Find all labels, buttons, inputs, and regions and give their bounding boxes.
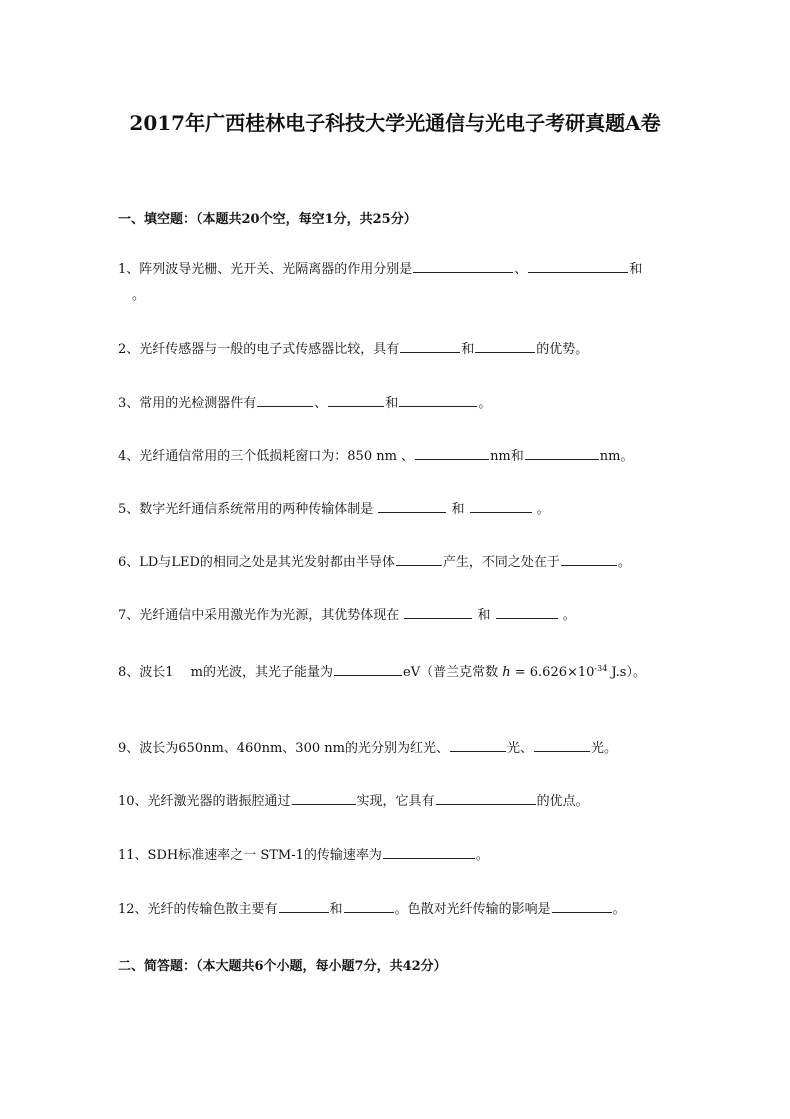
answer-blank[interactable] — [396, 551, 442, 566]
answer-blank[interactable] — [561, 551, 617, 566]
question-6: 6、LD与LED的相同之处是其光发射都由半导体 产生，不同之处在于 。 — [118, 550, 678, 576]
answer-blank[interactable] — [344, 898, 394, 913]
answer-blank[interactable] — [475, 338, 535, 353]
answer-blank[interactable] — [328, 392, 384, 407]
question-2: 2、光纤传感器与一般的电子式传感器比较，具有 和 的优势。 — [118, 337, 678, 363]
answer-blank[interactable] — [404, 604, 472, 619]
question-9: 9、波长为650nm、460nm、300 nm的光分别为红光、 光、 光。 — [118, 736, 678, 762]
answer-blank[interactable] — [383, 844, 475, 859]
answer-blank[interactable] — [292, 790, 356, 805]
section-heading-fill-in: 一、填空题：（本题共20个空，每空1分，共25分） — [118, 212, 417, 227]
answer-blank[interactable] — [334, 661, 402, 676]
question-4: 4、光纤通信常用的三个低损耗窗口为：850 nm 、 nm和 nm。 — [118, 444, 678, 470]
answer-blank[interactable] — [400, 338, 460, 353]
answer-blank[interactable] — [528, 258, 628, 273]
question-10: 10、光纤激光器的谐振腔通过 实现，它具有 的优点。 — [118, 789, 678, 815]
question-11: 11、SDH标准速率之一 STM-1的传输速率为 。 — [118, 843, 678, 869]
answer-blank[interactable] — [378, 498, 446, 513]
answer-blank[interactable] — [413, 258, 513, 273]
question-5: 5、数字光纤通信系统常用的两种传输体制是 和 。 — [118, 497, 678, 523]
page-title: 2017年广西桂林电子科技大学光通信与光电子考研真题A卷 — [129, 111, 661, 135]
answer-blank[interactable] — [436, 790, 536, 805]
answer-blank[interactable] — [450, 737, 506, 752]
answer-blank[interactable] — [534, 737, 590, 752]
question-7: 7、光纤通信中采用激光作为光源，其优势体现在 和 。 — [118, 603, 678, 629]
answer-blank[interactable] — [552, 898, 612, 913]
answer-blank[interactable] — [279, 898, 329, 913]
question-12: 12、光纤的传输色散主要有 和 。色散对光纤传输的影响是 。 — [118, 897, 678, 923]
answer-blank[interactable] — [257, 392, 313, 407]
question-1: 1、阵列波导光栅、光开关、光隔离器的作用分别是 、 和 。 — [118, 257, 678, 309]
question-3: 3、常用的光检测器件有 、 和 。 — [118, 391, 678, 417]
question-8: 8、波长1 m的光波，其光子能量为 eV（普兰克常数 $h = 6.626\times 10^{-34}$ J.s）。 — [118, 656, 678, 686]
section-heading-short-answer: 二、简答题：（本大题共6个小题，每小题7分，共42分） — [118, 959, 447, 974]
answer-blank[interactable] — [415, 445, 489, 460]
answer-blank[interactable] — [525, 445, 599, 460]
answer-blank[interactable] — [399, 392, 477, 407]
answer-blank[interactable] — [496, 604, 558, 619]
answer-blank[interactable] — [470, 498, 532, 513]
